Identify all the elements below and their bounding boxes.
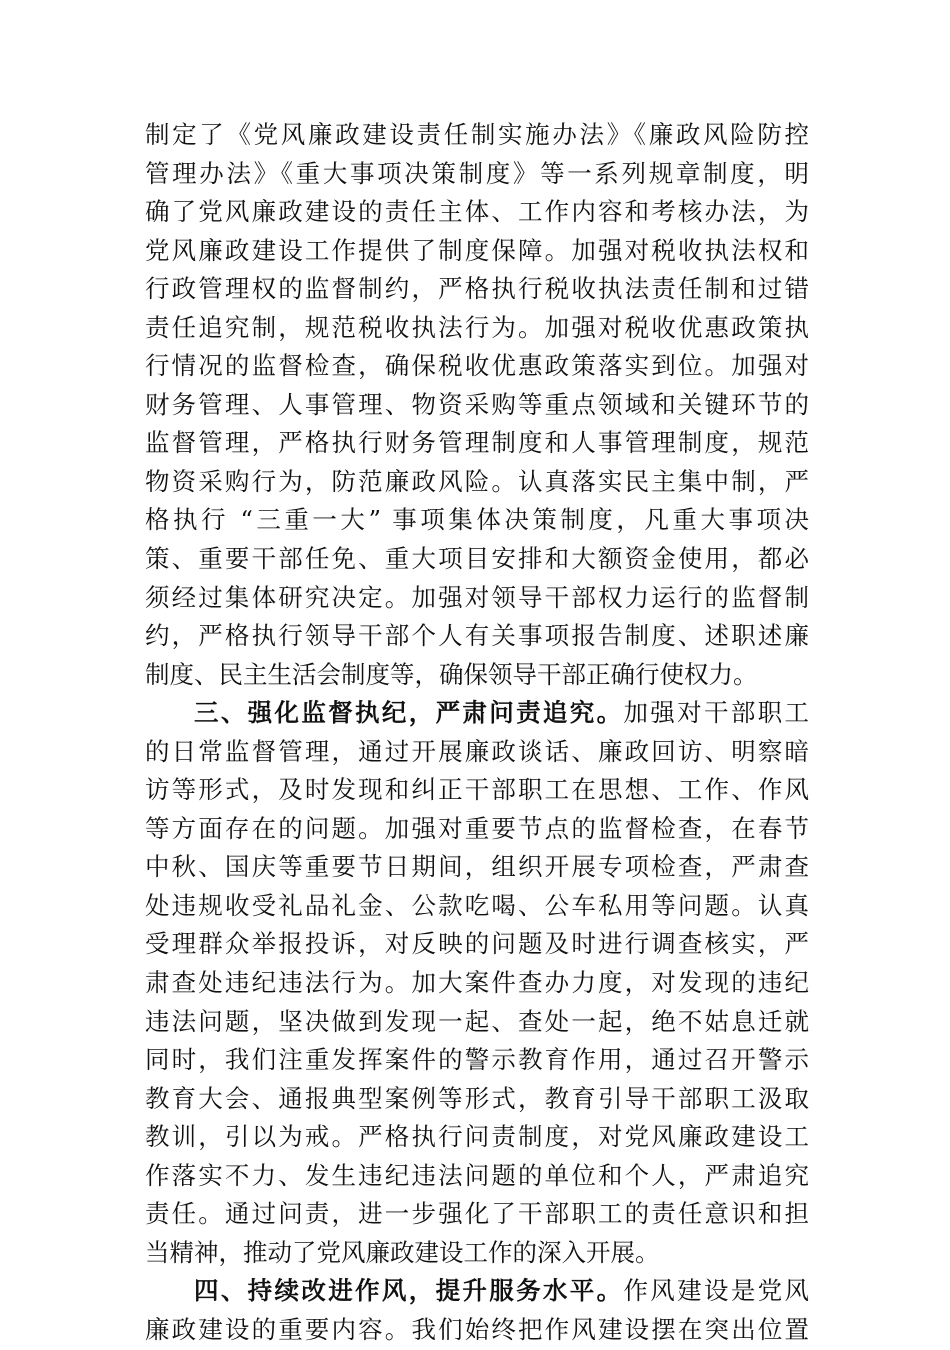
text-line: 制度、民主生活会制度等，确保领导干部正确行使权力。 [145, 659, 758, 689]
section-4-first-line [145, 1272, 809, 1311]
text-line: 监督管理，严格执行财务管理制度和人事管理制度，规范 [145, 428, 809, 458]
section-3-heading: 三、强化监督执纪，严肃问责追究。 [194, 698, 624, 728]
text-line: 受理群众举报投诉，对反映的问题及时进行调查核实，严 [145, 929, 809, 959]
text-line: 廉政建设的重要内容。我们始终把作风建设摆在突出位置 [145, 1314, 809, 1344]
text-line: 格执行 “三重一大” 事项集体决策制度，凡重大事项决 [145, 505, 809, 535]
section-4-first-text: 作风建设是党风 [623, 1276, 809, 1306]
text-line: 处违规收受礼品礼金、公款吃喝、公车私用等问题。认真 [145, 890, 809, 920]
text-line: 责任。通过问责，进一步强化了干部职工的责任意识和担 [145, 1199, 809, 1229]
text-line: 党风廉政建设工作提供了制度保障。加强对税收执法权和 [145, 235, 809, 265]
text-line: 肃查处违纪违法行为。加大案件查办力度，对发现的违纪 [145, 968, 809, 998]
text-line: 作落实不力、发生违纪违法问题的单位和个人，严肃追究 [145, 1160, 809, 1190]
text-line: 违法问题，坚决做到发现一起、查处一起，绝不姑息迁就 [145, 1006, 809, 1036]
text-line: 物资采购行为，防范廉政风险。认真落实民主集中制，严 [145, 466, 809, 496]
text-line: 策、重要干部任免、重大项目安排和大额资金使用，都必 [145, 544, 809, 574]
text-line: 制定了《党风廉政建设责任制实施办法》《廉政风险防控 [145, 120, 809, 149]
text-line: 须经过集体研究决定。加强对领导干部权力运行的监督制 [145, 582, 809, 612]
text-line: 中秋、国庆等重要节日期间，组织开展专项检查，严肃查 [145, 852, 809, 882]
text-line: 行情况的监督检查，确保税收优惠政策落实到位。加强对 [145, 351, 809, 381]
paragraph-section-3 [145, 694, 809, 1272]
section-3-first-line [145, 694, 809, 733]
section-4-heading: 四、持续改进作风，提升服务水平。 [194, 1276, 624, 1306]
text-line: 行政管理权的监督制约，严格执行税收执法责任制和过错 [145, 274, 809, 304]
text-line: 访等形式，及时发现和纠正干部职工在思想、工作、作风 [145, 775, 809, 805]
text-line: 的日常监督管理，通过开展廉政谈话、廉政回访、明察暗 [145, 736, 809, 766]
text-line: 责任追究制，规范税收执法行为。加强对税收优惠政策执 [145, 312, 809, 342]
document-page [145, 116, 809, 1350]
text-line: 约，严格执行领导干部个人有关事项报告制度、述职述廉 [145, 621, 809, 651]
text-line: 财务管理、人事管理、物资采购等重点领域和关键环节的 [145, 389, 809, 419]
text-line: 教育大会、通报典型案例等形式，教育引导干部职工汲取 [145, 1083, 809, 1113]
text-line: 等方面存在的问题。加强对重要节点的监督检查，在春节 [145, 813, 809, 843]
text-line: 同时，我们注重发挥案件的警示教育作用，通过召开警示 [145, 1045, 809, 1075]
paragraph-section-4 [145, 1272, 809, 1349]
paragraph-2-continued [145, 116, 809, 694]
text-line: 管理办法》《重大事项决策制度》等一系列规章制度，明 [145, 158, 809, 188]
section-3-first-text: 加强对干部职工 [623, 698, 809, 728]
text-line: 确了党风廉政建设的责任主体、工作内容和考核办法，为 [145, 197, 809, 227]
text-line: 教训，引以为戒。严格执行问责制度，对党风廉政建设工 [145, 1122, 809, 1152]
text-line: 当精神，推动了党风廉政建设工作的深入开展。 [145, 1237, 660, 1267]
